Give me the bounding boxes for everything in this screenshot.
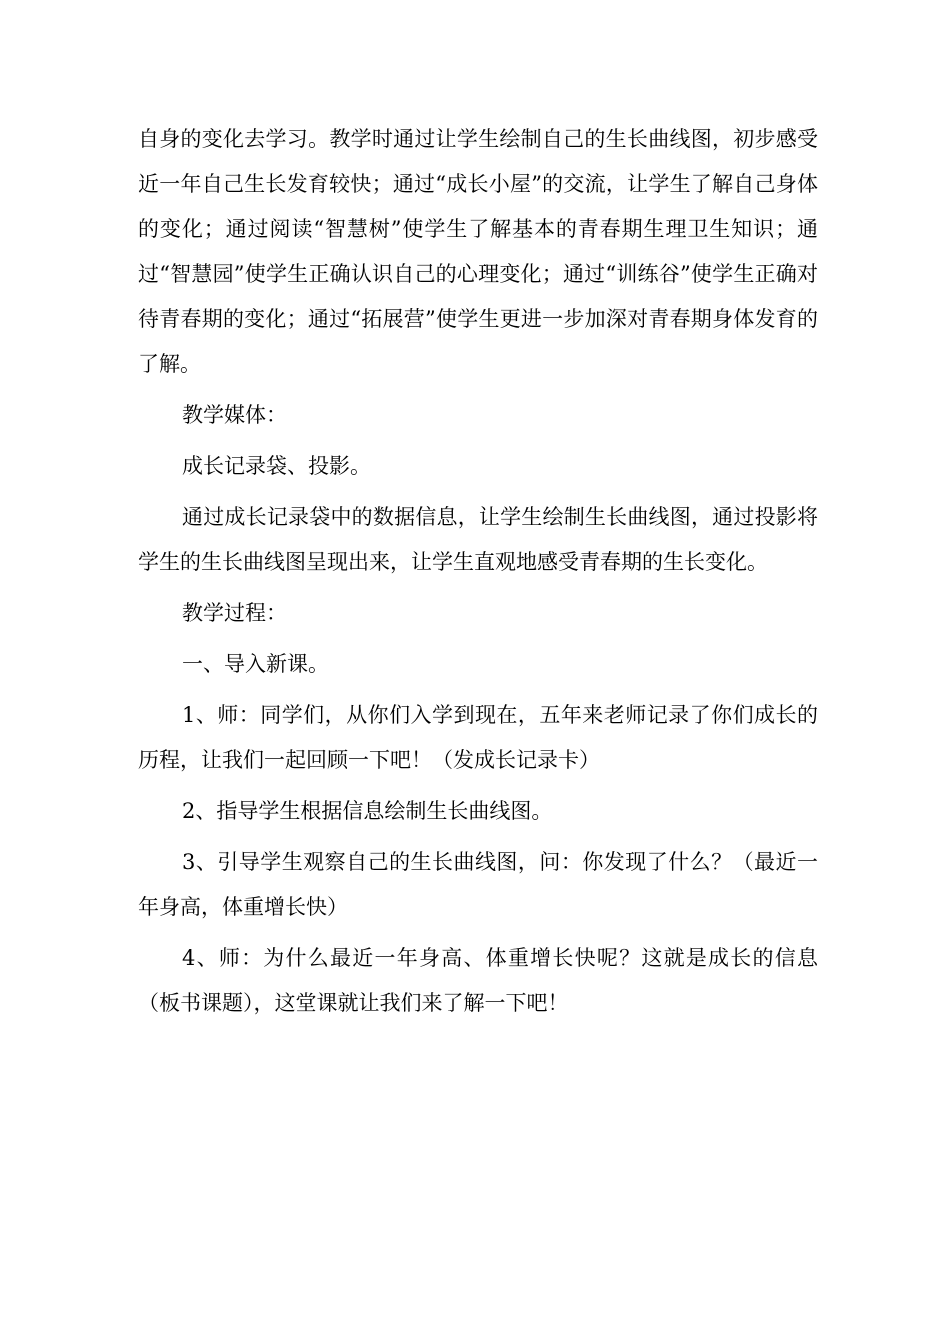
paragraph-media-list: 成长记录袋、投影。 — [182, 454, 371, 478]
document-page — [138, 117, 818, 1032]
heading-teaching-media: 教学媒体： — [182, 403, 287, 427]
paragraph-step-1: 1、师：同学们，从你们入学到现在，五年来老师记录了你们成长的历程，让我们一起回顾一下吧！（发成长记录卡） — [138, 703, 818, 772]
heading-section-one: 一、导入新课。 — [182, 652, 329, 676]
paragraph-step-4: 4、师：为什么最近一年身高、体重增长快呢？这就是成长的信息（板书课题），这堂课就让我们来了解一下吧！ — [138, 946, 818, 1015]
paragraph-media-usage: 通过成长记录袋中的数据信息，让学生绘制生长曲线图，通过投影将学生的生长曲线图呈现出来，让学生直观地感受青春期的生长变化。 — [138, 505, 818, 574]
paragraph-step-2: 2、指导学生根据信息绘制生长曲线图。 — [182, 799, 553, 823]
paragraph-continued-intro: 自身的变化去学习。教学时通过让学生绘制自己的生长曲线图，初步感受近一年自己生长发育较快；通过“成长小屋”的交流，让学生了解自己身体的变化；通过阅读“智慧树”使学生了解基本的青春期生理卫生知识；通过“智慧园”使学生正确认识自己的心理变化；通过“训练谷”使学生正确对待青春期的变化；通过“拓展营”使学生更进一步加深对青春期身体发育的了解。 — [138, 127, 818, 376]
heading-teaching-process: 教学过程： — [182, 601, 287, 625]
paragraph-step-3: 3、引导学生观察自己的生长曲线图，问：你发现了什么？（最近一年身高，体重增长快） — [138, 850, 818, 919]
